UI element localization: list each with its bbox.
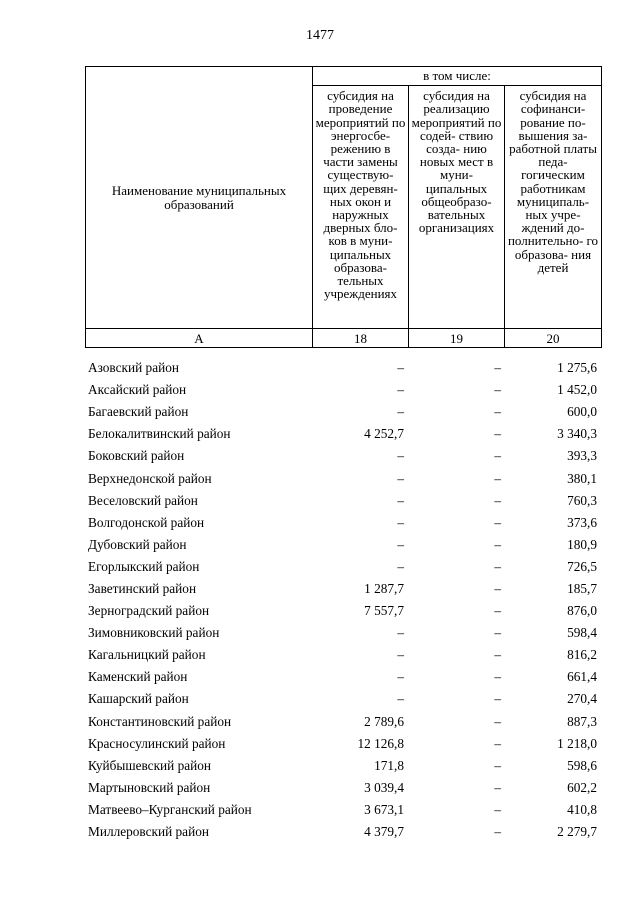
table-row xyxy=(88,755,600,777)
row-value-20: 816,2 xyxy=(567,647,597,663)
row-value-19: – xyxy=(494,404,501,420)
row-name-cell: Константиновский район xyxy=(88,713,232,729)
row-name-cell: Волгодонской район xyxy=(88,514,205,530)
page-number: 1477 xyxy=(306,28,334,43)
row-value-19: – xyxy=(494,603,501,619)
row-value-20: 3 340,3 xyxy=(557,426,597,442)
column-code-a: А xyxy=(86,329,313,348)
row-name-cell: Мартыновский район xyxy=(88,779,211,795)
row-value-18: – xyxy=(397,691,404,707)
row-name-cell: Аксайский район xyxy=(88,382,187,398)
table-row xyxy=(88,357,600,379)
row-value-20: 602,2 xyxy=(567,779,597,795)
row-value-20: 876,0 xyxy=(567,603,597,619)
row-name-cell: Кашарский район xyxy=(88,691,189,707)
row-value-18: 171,8 xyxy=(374,757,404,773)
column-code-18: 18 xyxy=(313,329,409,348)
row-name-cell: Куйбышевский район xyxy=(88,757,212,773)
row-value-18: – xyxy=(397,470,404,486)
row-name-cell: Зимовниковский район xyxy=(88,625,220,641)
row-value-20: 726,5 xyxy=(567,558,597,574)
row-value-19: – xyxy=(494,735,501,751)
data-table xyxy=(88,357,600,843)
row-value-18: 2 789,6 xyxy=(364,713,404,729)
row-name-cell: Боковский район xyxy=(88,448,185,464)
table-row xyxy=(88,578,600,600)
row-value-18: 12 126,8 xyxy=(357,735,404,751)
table-row xyxy=(88,379,600,401)
row-name-cell: Матвеево–Курганский район xyxy=(88,801,252,817)
table-row xyxy=(88,534,600,556)
table-row xyxy=(88,512,600,534)
row-value-19: – xyxy=(494,470,501,486)
row-name-cell: Белокалитвинский район xyxy=(88,426,231,442)
row-name-cell: Кагальницкий район xyxy=(88,647,206,663)
table-row xyxy=(88,401,600,423)
table-row xyxy=(88,600,600,622)
row-value-18: – xyxy=(397,448,404,464)
row-value-19: – xyxy=(494,713,501,729)
row-value-18: – xyxy=(397,558,404,574)
column-header-20: субсидия на софинанси- рование по- вышения за- работной платы педа- гогическим работникам муниципаль- ных учре- ждений до- полнительно- го образова- ния детей xyxy=(505,86,602,329)
row-value-19: – xyxy=(494,580,501,596)
table-row xyxy=(88,711,600,733)
column-header-18: субсидия на проведение мероприятий по энергосбе- режению в части замены существую- щих деревян- ных окон и наружных дверных бло- ков в муни- ципальных образова- тельных учреждениях xyxy=(313,86,409,329)
row-value-19: – xyxy=(494,492,501,508)
row-value-20: 598,6 xyxy=(567,757,597,773)
row-value-18: – xyxy=(397,647,404,663)
row-value-18: – xyxy=(397,492,404,508)
row-value-18: – xyxy=(397,536,404,552)
column-header-19: субсидия на реализацию мероприятий по содей- ствию созда- нию новых мест в муни- ципальных общеобразо- вательных организациях xyxy=(409,86,505,329)
row-value-18: 4 252,7 xyxy=(364,426,404,442)
table-row xyxy=(88,445,600,467)
row-value-18: 3 673,1 xyxy=(364,801,404,817)
column-code-20: 20 xyxy=(505,329,602,348)
row-value-19: – xyxy=(494,360,501,376)
column-code-19: 19 xyxy=(409,329,505,348)
row-value-20: 1 218,0 xyxy=(557,735,597,751)
row-value-20: 760,3 xyxy=(567,492,597,508)
row-value-19: – xyxy=(494,824,501,840)
row-value-19: – xyxy=(494,625,501,641)
row-name-cell: Миллеровский район xyxy=(88,824,209,840)
column-header-name: Наименование муниципальных образований xyxy=(86,67,313,329)
row-value-19: – xyxy=(494,801,501,817)
data-table-body xyxy=(88,357,600,843)
row-value-19: – xyxy=(494,448,501,464)
row-name-cell: Каменский район xyxy=(88,669,188,685)
table-row xyxy=(88,622,600,644)
row-name-cell: Азовский район xyxy=(88,360,179,376)
row-value-19: – xyxy=(494,382,501,398)
table-row xyxy=(88,688,600,710)
column-header-including: в том числе: xyxy=(313,67,602,86)
row-name-cell: Верхнедонской район xyxy=(88,470,212,486)
table-row xyxy=(88,556,600,578)
row-name-cell: Дубовский район xyxy=(88,536,187,552)
row-value-18: – xyxy=(397,625,404,641)
row-value-20: 887,3 xyxy=(567,713,597,729)
row-value-20: 661,4 xyxy=(567,669,597,685)
row-name-cell: Егорлыкский район xyxy=(88,558,200,574)
row-name-cell: Заветинский район xyxy=(88,580,197,596)
row-value-20: 1 275,6 xyxy=(557,360,597,376)
table-row xyxy=(88,799,600,821)
row-value-19: – xyxy=(494,558,501,574)
row-value-18: 3 039,4 xyxy=(364,779,404,795)
row-value-19: – xyxy=(494,757,501,773)
table-row xyxy=(88,821,600,843)
row-value-19: – xyxy=(494,669,501,685)
row-name-cell: Багаевский район xyxy=(88,404,189,420)
row-name-cell: Веселовский район xyxy=(88,492,198,508)
row-value-18: 7 557,7 xyxy=(364,603,404,619)
row-value-18: – xyxy=(397,404,404,420)
row-name-cell: Красносулинский район xyxy=(88,735,226,751)
table-row xyxy=(88,666,600,688)
row-value-19: – xyxy=(494,691,501,707)
row-value-18: 1 287,7 xyxy=(364,580,404,596)
row-value-20: 600,0 xyxy=(567,404,597,420)
table-row xyxy=(88,423,600,445)
row-value-20: 380,1 xyxy=(567,470,597,486)
row-value-18: – xyxy=(397,514,404,530)
row-value-20: 410,8 xyxy=(567,801,597,817)
row-name-cell: Зерноградский район xyxy=(88,603,210,619)
table-row xyxy=(88,490,600,512)
row-value-18: – xyxy=(397,669,404,685)
row-value-18: – xyxy=(397,360,404,376)
row-value-19: – xyxy=(494,426,501,442)
row-value-20: 1 452,0 xyxy=(557,382,597,398)
table-row xyxy=(88,467,600,489)
table-row xyxy=(88,777,600,799)
row-value-20: 2 279,7 xyxy=(557,824,597,840)
row-value-18: 4 379,7 xyxy=(364,824,404,840)
row-value-20: 373,6 xyxy=(567,514,597,530)
table-row xyxy=(88,733,600,755)
row-value-20: 393,3 xyxy=(567,448,597,464)
row-value-20: 598,4 xyxy=(567,625,597,641)
table-header xyxy=(85,66,602,348)
table-row xyxy=(88,644,600,666)
row-value-20: 180,9 xyxy=(567,536,597,552)
row-value-19: – xyxy=(494,779,501,795)
row-value-20: 185,7 xyxy=(567,580,597,596)
row-value-20: 270,4 xyxy=(567,691,597,707)
row-value-19: – xyxy=(494,514,501,530)
row-value-18: – xyxy=(397,382,404,398)
row-value-19: – xyxy=(494,536,501,552)
row-value-19: – xyxy=(494,647,501,663)
